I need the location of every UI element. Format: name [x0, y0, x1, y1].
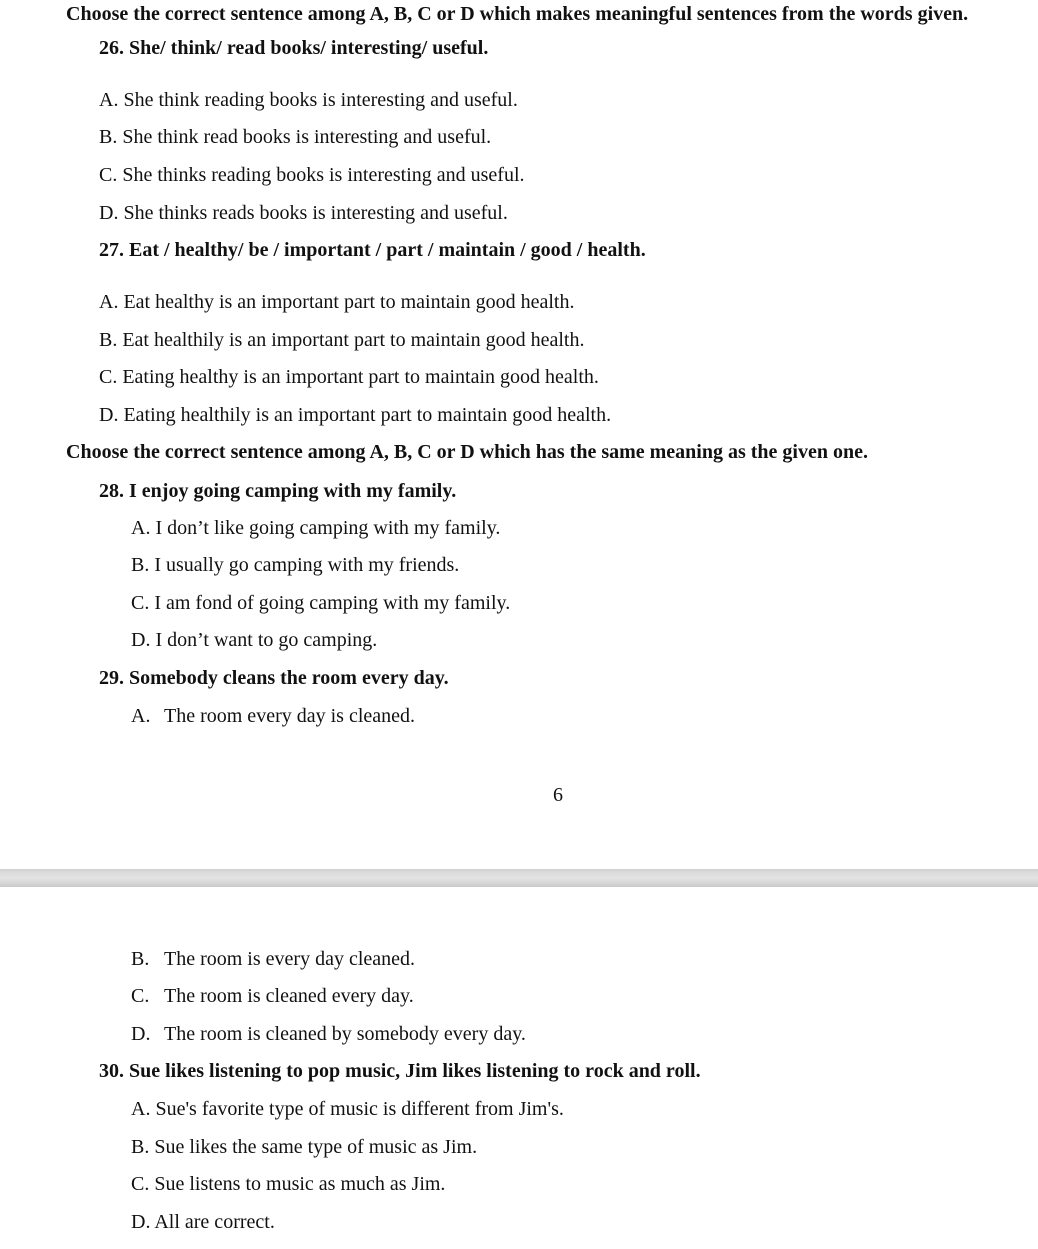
q28-option-a: A. I don’t like going camping with my family.	[131, 517, 501, 539]
option-text: The room is every day cleaned.	[164, 948, 416, 970]
option-label: A.	[131, 705, 151, 727]
question-26-prompt: 26. She/ think/ read books/ interesting/ useful.	[99, 37, 489, 59]
q28-option-d: D. I don’t want to go camping.	[131, 629, 378, 651]
question-28-prompt: 28. I enjoy going camping with my family.	[99, 480, 457, 502]
page-number: 6	[553, 784, 563, 806]
q28-option-c: C. I am fond of going camping with my family.	[131, 592, 511, 614]
q27-option-d: D. Eating healthily is an important part to maintain good health.	[99, 404, 612, 426]
q27-option-a: A. Eat healthy is an important part to maintain good health.	[99, 291, 575, 313]
q30-option-b: B. Sue likes the same type of music as Jim.	[131, 1136, 478, 1158]
q26-option-c: C. She thinks reading books is interesting and useful.	[99, 164, 525, 186]
q26-option-b: B. She think read books is interesting and useful.	[99, 126, 492, 148]
q30-option-c: C. Sue listens to music as much as Jim.	[131, 1173, 446, 1195]
q26-option-d: D. She thinks reads books is interesting and useful.	[99, 202, 508, 224]
q28-option-b: B. I usually go camping with my friends.	[131, 554, 460, 576]
q29-option-c	[131, 984, 414, 1008]
option-label: B.	[131, 948, 150, 970]
q30-option-a: A. Sue's favorite type of music is different from Jim's.	[131, 1098, 564, 1120]
question-29-prompt: 29. Somebody cleans the room every day.	[99, 667, 449, 689]
q29-option-b	[131, 947, 415, 971]
option-label: C.	[131, 985, 150, 1007]
q27-option-b: B. Eat healthily is an important part to maintain good health.	[99, 329, 585, 351]
q29-option-a	[131, 704, 415, 728]
option-text: The room is cleaned every day.	[164, 985, 414, 1007]
question-30-prompt: 30. Sue likes listening to pop music, Jim likes listening to rock and roll.	[99, 1060, 701, 1082]
option-label: D.	[131, 1023, 151, 1045]
option-text: The room every day is cleaned.	[164, 705, 416, 727]
question-27-prompt: 27. Eat / healthy/ be / important / part / maintain / good / health.	[99, 239, 646, 261]
q30-option-d: D. All are correct.	[131, 1211, 275, 1233]
section-instruction: Choose the correct sentence among A, B, C or D which has the same meaning as the given one.	[66, 441, 868, 463]
q29-option-d	[131, 1022, 526, 1046]
q27-option-c: C. Eating healthy is an important part to maintain good health.	[99, 366, 599, 388]
page-break-divider	[0, 869, 1038, 887]
q26-option-a: A. She think reading books is interesting and useful.	[99, 89, 518, 111]
section-instruction: Choose the correct sentence among A, B, C or D which makes meaningful sentences from the words given.	[66, 3, 969, 25]
option-text: The room is cleaned by somebody every day.	[164, 1023, 526, 1045]
